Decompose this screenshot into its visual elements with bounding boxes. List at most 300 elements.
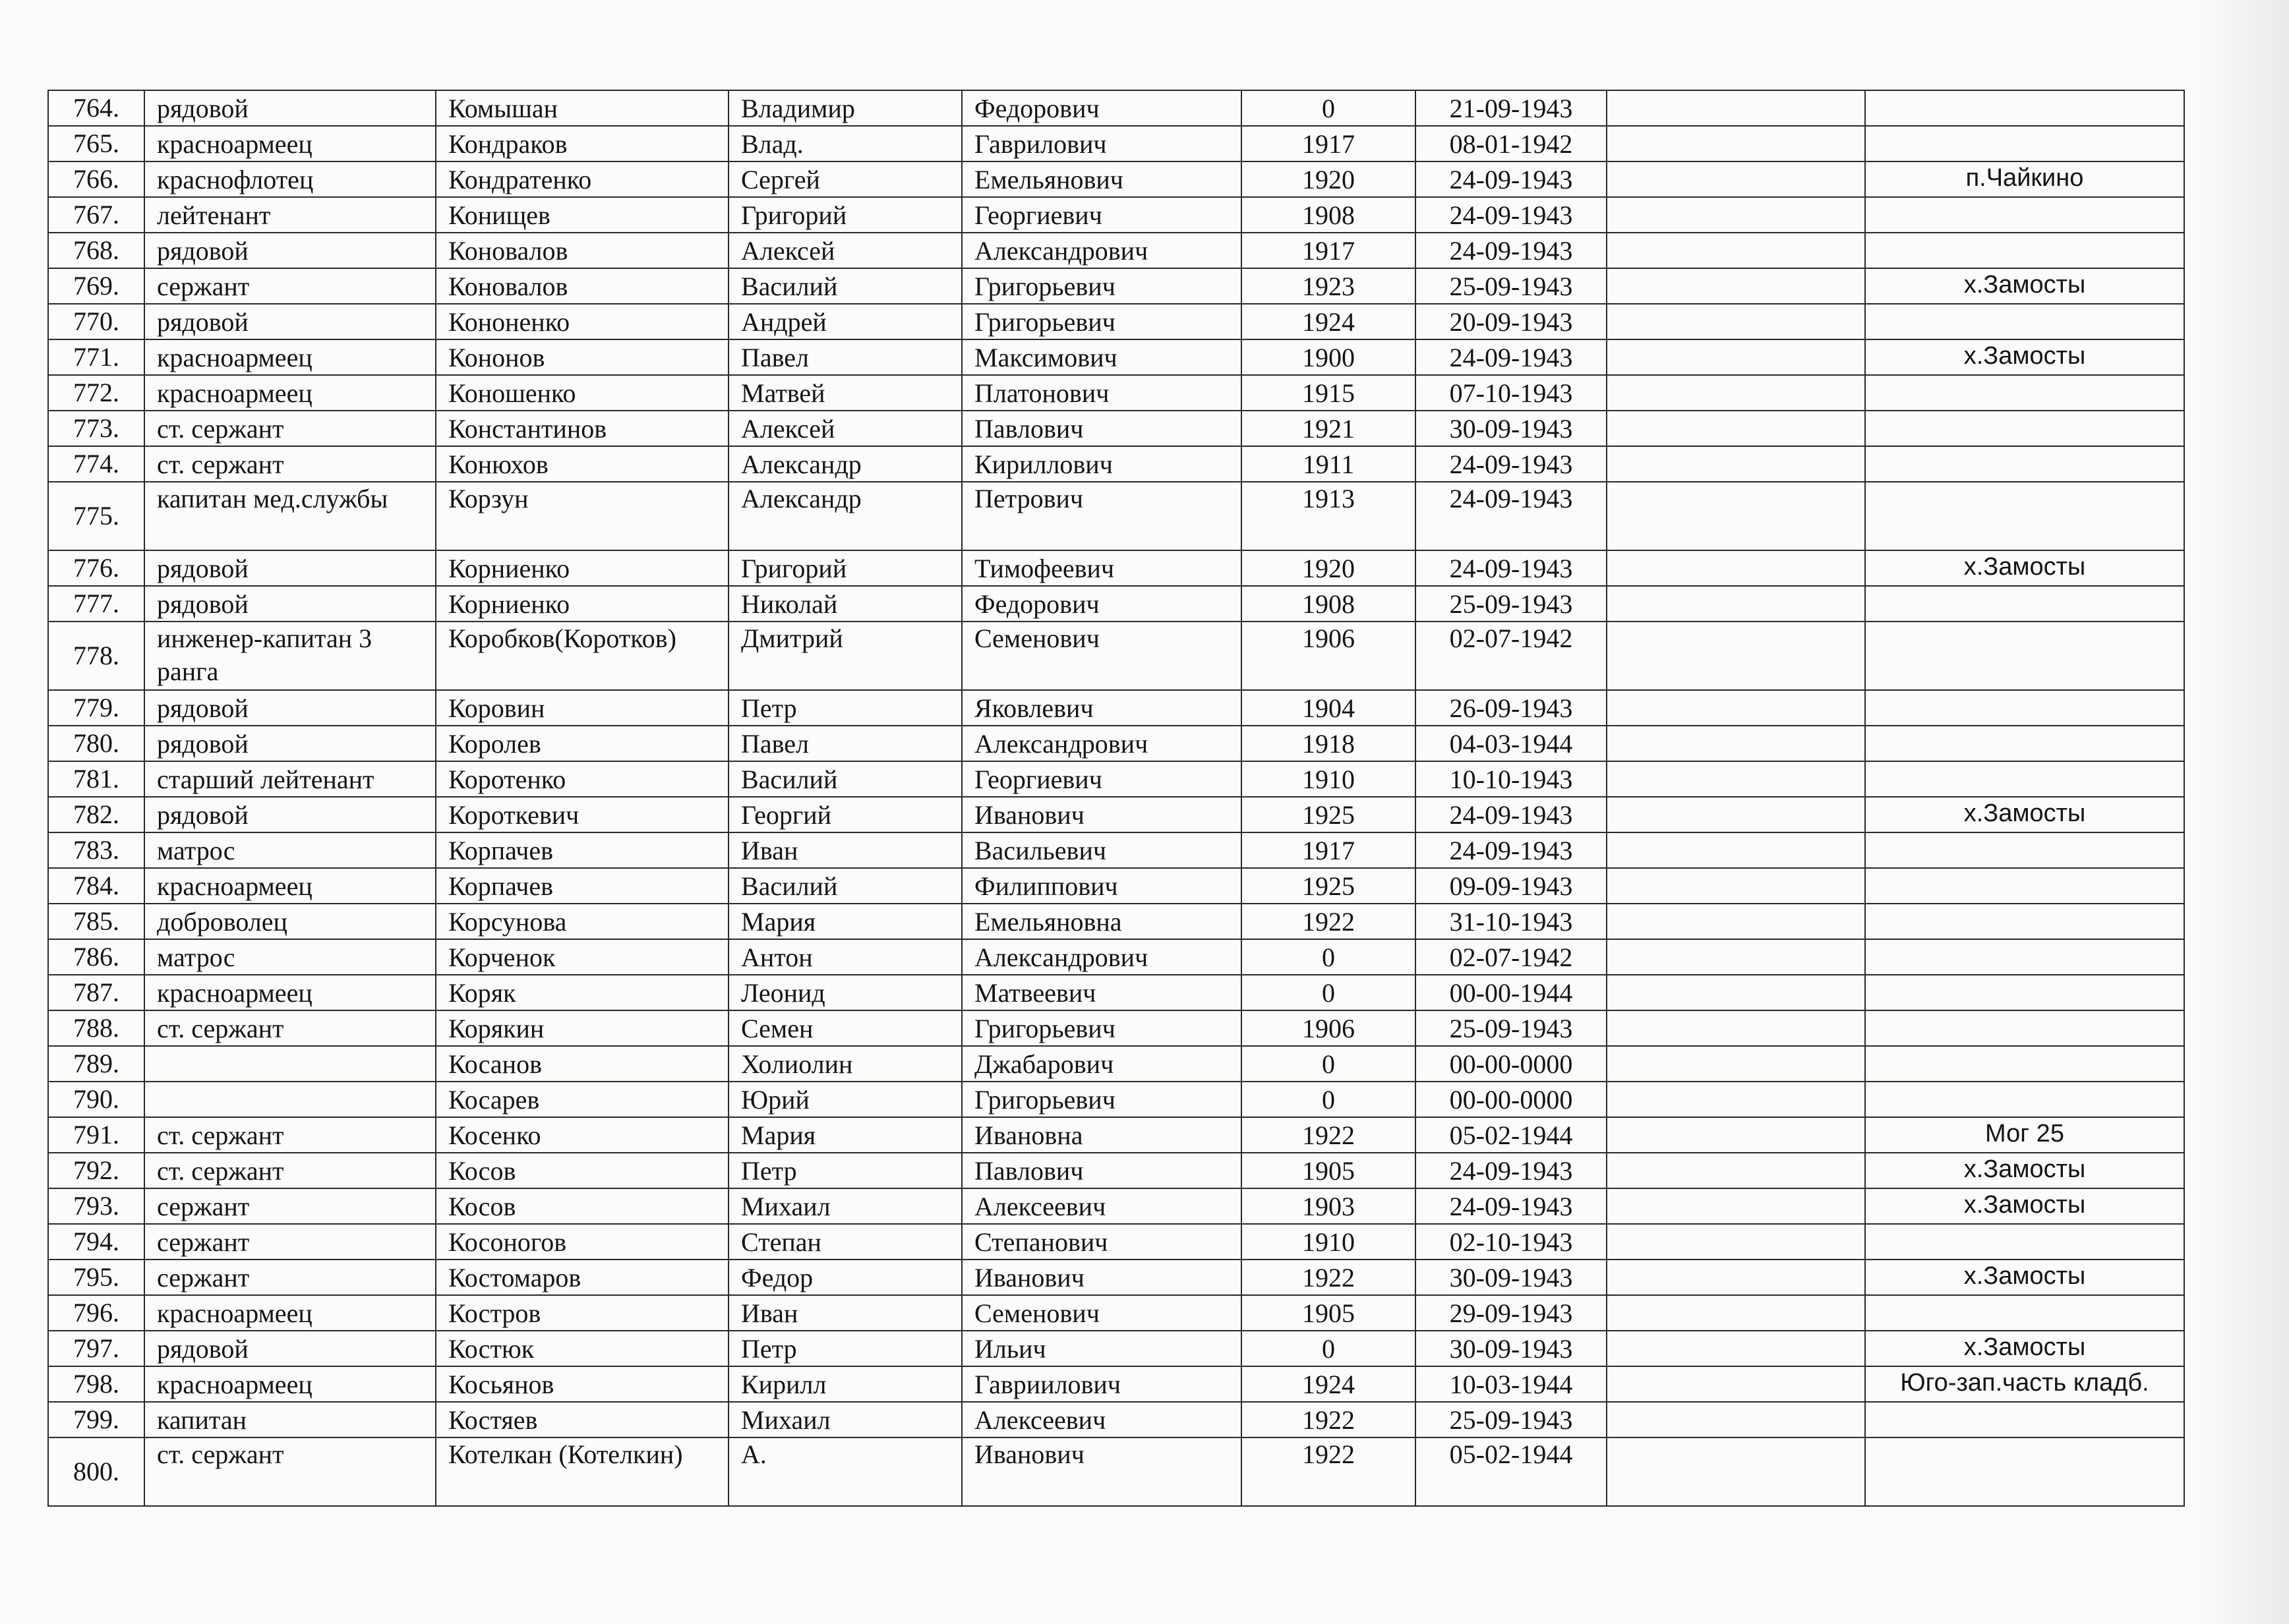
record-number-cell: 764. bbox=[48, 90, 144, 126]
record-number-cell: 772. bbox=[48, 375, 144, 411]
death-date-cell: 24-09-1943 bbox=[1415, 446, 1607, 482]
burial-place-cell bbox=[1865, 233, 2184, 268]
table-row bbox=[48, 868, 2184, 904]
first-name-cell: Петр bbox=[728, 690, 962, 726]
extra-field-cell bbox=[1607, 622, 1865, 690]
burial-place-cell bbox=[1865, 832, 2184, 868]
surname-cell: Короткевич bbox=[436, 797, 728, 832]
table-row bbox=[48, 1331, 2184, 1366]
birth-year-cell: 1908 bbox=[1241, 586, 1415, 622]
extra-field-cell bbox=[1607, 268, 1865, 304]
extra-field-cell bbox=[1607, 550, 1865, 586]
burial-place-cell bbox=[1865, 482, 2184, 550]
burial-place-cell bbox=[1865, 1046, 2184, 1082]
table-row bbox=[48, 1153, 2184, 1188]
extra-field-cell bbox=[1607, 1366, 1865, 1402]
surname-cell: Константинов bbox=[436, 411, 728, 446]
military-rank-cell: рядовой bbox=[144, 550, 436, 586]
extra-field-cell bbox=[1607, 233, 1865, 268]
record-number-cell: 795. bbox=[48, 1260, 144, 1295]
birth-year-cell: 1900 bbox=[1241, 339, 1415, 375]
patronymic-cell: Семенович bbox=[962, 622, 1241, 690]
burial-place-cell bbox=[1865, 939, 2184, 975]
extra-field-cell bbox=[1607, 868, 1865, 904]
death-date-cell: 02-10-1943 bbox=[1415, 1224, 1607, 1260]
record-number-cell: 792. bbox=[48, 1153, 144, 1188]
table-row bbox=[48, 1046, 2184, 1082]
record-number-cell: 773. bbox=[48, 411, 144, 446]
table-row bbox=[48, 1437, 2184, 1506]
first-name-cell: Андрей bbox=[728, 304, 962, 339]
burial-place-cell bbox=[1865, 726, 2184, 761]
patronymic-cell: Павлович bbox=[962, 1153, 1241, 1188]
death-date-cell: 29-09-1943 bbox=[1415, 1295, 1607, 1331]
record-number-cell: 765. bbox=[48, 126, 144, 161]
first-name-cell: Иван bbox=[728, 1295, 962, 1331]
birth-year-cell: 1925 bbox=[1241, 868, 1415, 904]
record-number-cell: 784. bbox=[48, 868, 144, 904]
burial-place-cell: х.Замосты bbox=[1865, 268, 2184, 304]
military-rank-cell: сержант bbox=[144, 1224, 436, 1260]
death-date-cell: 25-09-1943 bbox=[1415, 1010, 1607, 1046]
military-rank-cell: ст. сержант bbox=[144, 1010, 436, 1046]
extra-field-cell bbox=[1607, 761, 1865, 797]
birth-year-cell: 0 bbox=[1241, 975, 1415, 1010]
birth-year-cell: 1905 bbox=[1241, 1153, 1415, 1188]
death-date-cell: 26-09-1943 bbox=[1415, 690, 1607, 726]
surname-cell: Котелкан (Котелкин) bbox=[436, 1437, 728, 1506]
record-number-cell: 788. bbox=[48, 1010, 144, 1046]
death-date-cell: 24-09-1943 bbox=[1415, 161, 1607, 197]
birth-year-cell: 1925 bbox=[1241, 797, 1415, 832]
burial-place-cell bbox=[1865, 197, 2184, 233]
extra-field-cell bbox=[1607, 1010, 1865, 1046]
death-date-cell: 24-09-1943 bbox=[1415, 197, 1607, 233]
birth-year-cell: 0 bbox=[1241, 1082, 1415, 1117]
surname-cell: Корниенко bbox=[436, 586, 728, 622]
first-name-cell: Михаил bbox=[728, 1188, 962, 1224]
extra-field-cell bbox=[1607, 446, 1865, 482]
first-name-cell: Петр bbox=[728, 1153, 962, 1188]
patronymic-cell: Гаврилович bbox=[962, 126, 1241, 161]
birth-year-cell: 0 bbox=[1241, 90, 1415, 126]
burial-place-cell bbox=[1865, 304, 2184, 339]
military-rank-cell: рядовой bbox=[144, 690, 436, 726]
patronymic-cell: Емельяновна bbox=[962, 904, 1241, 939]
extra-field-cell bbox=[1607, 1082, 1865, 1117]
military-rank-cell: рядовой bbox=[144, 1331, 436, 1366]
first-name-cell: Алексей bbox=[728, 233, 962, 268]
birth-year-cell: 1906 bbox=[1241, 622, 1415, 690]
patronymic-cell: Григорьевич bbox=[962, 1010, 1241, 1046]
extra-field-cell bbox=[1607, 197, 1865, 233]
military-rank-cell: сержант bbox=[144, 268, 436, 304]
military-rank-cell: рядовой bbox=[144, 90, 436, 126]
record-number-cell: 786. bbox=[48, 939, 144, 975]
extra-field-cell bbox=[1607, 1402, 1865, 1437]
military-rank-cell: красноармеец bbox=[144, 1366, 436, 1402]
military-rank-cell: ст. сержант bbox=[144, 446, 436, 482]
extra-field-cell bbox=[1607, 1117, 1865, 1153]
death-date-cell: 24-09-1943 bbox=[1415, 832, 1607, 868]
first-name-cell: Павел bbox=[728, 339, 962, 375]
birth-year-cell: 1922 bbox=[1241, 1117, 1415, 1153]
record-number-cell: 800. bbox=[48, 1437, 144, 1506]
burial-place-cell bbox=[1865, 411, 2184, 446]
patronymic-cell: Кириллович bbox=[962, 446, 1241, 482]
surname-cell: Коряк bbox=[436, 975, 728, 1010]
military-rank-cell: лейтенант bbox=[144, 197, 436, 233]
first-name-cell: Леонид bbox=[728, 975, 962, 1010]
burial-place-cell bbox=[1865, 622, 2184, 690]
record-number-cell: 769. bbox=[48, 268, 144, 304]
death-date-cell: 24-09-1943 bbox=[1415, 1188, 1607, 1224]
surname-cell: Комышан bbox=[436, 90, 728, 126]
death-date-cell: 10-10-1943 bbox=[1415, 761, 1607, 797]
patronymic-cell: Федорович bbox=[962, 90, 1241, 126]
death-date-cell: 25-09-1943 bbox=[1415, 268, 1607, 304]
table-row bbox=[48, 90, 2184, 126]
record-number-cell: 781. bbox=[48, 761, 144, 797]
table-row bbox=[48, 586, 2184, 622]
burial-place-cell: х.Замосты bbox=[1865, 797, 2184, 832]
death-date-cell: 24-09-1943 bbox=[1415, 797, 1607, 832]
military-rank-cell: красноармеец bbox=[144, 868, 436, 904]
death-date-cell: 09-09-1943 bbox=[1415, 868, 1607, 904]
death-date-cell: 31-10-1943 bbox=[1415, 904, 1607, 939]
table-row bbox=[48, 797, 2184, 832]
surname-cell: Корзун bbox=[436, 482, 728, 550]
surname-cell: Костюк bbox=[436, 1331, 728, 1366]
extra-field-cell bbox=[1607, 726, 1865, 761]
military-rank-cell: сержант bbox=[144, 1260, 436, 1295]
first-name-cell: Федор bbox=[728, 1260, 962, 1295]
military-rank-cell: ст. сержант bbox=[144, 1117, 436, 1153]
military-rank-cell: матрос bbox=[144, 939, 436, 975]
burial-place-cell bbox=[1865, 126, 2184, 161]
first-name-cell: Кирилл bbox=[728, 1366, 962, 1402]
extra-field-cell bbox=[1607, 126, 1865, 161]
record-number-cell: 771. bbox=[48, 339, 144, 375]
military-rank-cell: доброволец bbox=[144, 904, 436, 939]
patronymic-cell: Емельянович bbox=[962, 161, 1241, 197]
surname-cell: Корченок bbox=[436, 939, 728, 975]
patronymic-cell: Федорович bbox=[962, 586, 1241, 622]
record-number-cell: 791. bbox=[48, 1117, 144, 1153]
table-row bbox=[48, 1117, 2184, 1153]
extra-field-cell bbox=[1607, 1295, 1865, 1331]
extra-field-cell bbox=[1607, 1437, 1865, 1506]
first-name-cell: Михаил bbox=[728, 1402, 962, 1437]
patronymic-cell: Григорьевич bbox=[962, 1082, 1241, 1117]
extra-field-cell bbox=[1607, 939, 1865, 975]
patronymic-cell: Тимофеевич bbox=[962, 550, 1241, 586]
death-date-cell: 30-09-1943 bbox=[1415, 1331, 1607, 1366]
military-rank-cell: рядовой bbox=[144, 233, 436, 268]
burial-place-cell: Юго-зап.часть кладб. bbox=[1865, 1366, 2184, 1402]
birth-year-cell: 1917 bbox=[1241, 832, 1415, 868]
table-row bbox=[48, 622, 2184, 690]
table-row bbox=[48, 375, 2184, 411]
record-number-cell: 799. bbox=[48, 1402, 144, 1437]
table-row bbox=[48, 304, 2184, 339]
patronymic-cell: Ивановна bbox=[962, 1117, 1241, 1153]
first-name-cell: Александр bbox=[728, 482, 962, 550]
surname-cell: Костяев bbox=[436, 1402, 728, 1437]
table-row bbox=[48, 726, 2184, 761]
record-number-cell: 776. bbox=[48, 550, 144, 586]
burial-place-cell bbox=[1865, 761, 2184, 797]
patronymic-cell: Иванович bbox=[962, 797, 1241, 832]
burial-register-table bbox=[47, 90, 2185, 1507]
death-date-cell: 10-03-1944 bbox=[1415, 1366, 1607, 1402]
military-rank-cell: рядовой bbox=[144, 797, 436, 832]
burial-place-cell bbox=[1865, 1402, 2184, 1437]
patronymic-cell: Яковлевич bbox=[962, 690, 1241, 726]
military-rank-cell: капитан мед.службы bbox=[144, 482, 436, 550]
record-number-cell: 793. bbox=[48, 1188, 144, 1224]
record-number-cell: 783. bbox=[48, 832, 144, 868]
table-row bbox=[48, 482, 2184, 550]
surname-cell: Конищев bbox=[436, 197, 728, 233]
first-name-cell: Петр bbox=[728, 1331, 962, 1366]
patronymic-cell: Иванович bbox=[962, 1260, 1241, 1295]
patronymic-cell: Степанович bbox=[962, 1224, 1241, 1260]
first-name-cell: Алексей bbox=[728, 411, 962, 446]
record-number-cell: 768. bbox=[48, 233, 144, 268]
burial-place-cell bbox=[1865, 375, 2184, 411]
death-date-cell: 05-02-1944 bbox=[1415, 1117, 1607, 1153]
birth-year-cell: 1906 bbox=[1241, 1010, 1415, 1046]
birth-year-cell: 1922 bbox=[1241, 1402, 1415, 1437]
birth-year-cell: 1918 bbox=[1241, 726, 1415, 761]
birth-year-cell: 1908 bbox=[1241, 197, 1415, 233]
birth-year-cell: 1905 bbox=[1241, 1295, 1415, 1331]
burial-place-cell: х.Замосты bbox=[1865, 1331, 2184, 1366]
death-date-cell: 07-10-1943 bbox=[1415, 375, 1607, 411]
record-number-cell: 789. bbox=[48, 1046, 144, 1082]
table-row bbox=[48, 411, 2184, 446]
birth-year-cell: 1923 bbox=[1241, 268, 1415, 304]
table-row bbox=[48, 904, 2184, 939]
first-name-cell: Сергей bbox=[728, 161, 962, 197]
table-row bbox=[48, 161, 2184, 197]
first-name-cell: Александр bbox=[728, 446, 962, 482]
birth-year-cell: 1910 bbox=[1241, 761, 1415, 797]
first-name-cell: Николай bbox=[728, 586, 962, 622]
record-number-cell: 787. bbox=[48, 975, 144, 1010]
burial-place-cell: х.Замосты bbox=[1865, 339, 2184, 375]
record-number-cell: 779. bbox=[48, 690, 144, 726]
surname-cell: Косарев bbox=[436, 1082, 728, 1117]
scan-edge-shadow bbox=[2197, 0, 2289, 1624]
extra-field-cell bbox=[1607, 1153, 1865, 1188]
record-number-cell: 774. bbox=[48, 446, 144, 482]
military-rank-cell: красноармеец bbox=[144, 339, 436, 375]
first-name-cell: Влад. bbox=[728, 126, 962, 161]
table-row bbox=[48, 233, 2184, 268]
birth-year-cell: 1922 bbox=[1241, 904, 1415, 939]
patronymic-cell: Гавриилович bbox=[962, 1366, 1241, 1402]
surname-cell: Коновалов bbox=[436, 233, 728, 268]
surname-cell: Косов bbox=[436, 1153, 728, 1188]
birth-year-cell: 1922 bbox=[1241, 1437, 1415, 1506]
table-row bbox=[48, 1082, 2184, 1117]
death-date-cell: 30-09-1943 bbox=[1415, 411, 1607, 446]
surname-cell: Кононов bbox=[436, 339, 728, 375]
burial-place-cell bbox=[1865, 1295, 2184, 1331]
death-date-cell: 00-00-1944 bbox=[1415, 975, 1607, 1010]
military-rank-cell: старший лейтенант bbox=[144, 761, 436, 797]
extra-field-cell bbox=[1607, 375, 1865, 411]
birth-year-cell: 1917 bbox=[1241, 233, 1415, 268]
extra-field-cell bbox=[1607, 161, 1865, 197]
burial-place-cell: Мог 25 bbox=[1865, 1117, 2184, 1153]
record-number-cell: 766. bbox=[48, 161, 144, 197]
table-row bbox=[48, 339, 2184, 375]
table-row bbox=[48, 446, 2184, 482]
extra-field-cell bbox=[1607, 904, 1865, 939]
patronymic-cell: Георгиевич bbox=[962, 197, 1241, 233]
table-row bbox=[48, 268, 2184, 304]
death-date-cell: 30-09-1943 bbox=[1415, 1260, 1607, 1295]
first-name-cell: Степан bbox=[728, 1224, 962, 1260]
first-name-cell: Антон bbox=[728, 939, 962, 975]
table-row bbox=[48, 550, 2184, 586]
military-rank-cell: ст. сержант bbox=[144, 1153, 436, 1188]
surname-cell: Коношенко bbox=[436, 375, 728, 411]
extra-field-cell bbox=[1607, 832, 1865, 868]
surname-cell: Косьянов bbox=[436, 1366, 728, 1402]
military-rank-cell: матрос bbox=[144, 832, 436, 868]
record-number-cell: 780. bbox=[48, 726, 144, 761]
record-number-cell: 767. bbox=[48, 197, 144, 233]
patronymic-cell: Ильич bbox=[962, 1331, 1241, 1366]
record-number-cell: 775. bbox=[48, 482, 144, 550]
burial-place-cell: п.Чайкино bbox=[1865, 161, 2184, 197]
death-date-cell: 04-03-1944 bbox=[1415, 726, 1607, 761]
surname-cell: Корниенко bbox=[436, 550, 728, 586]
table-row bbox=[48, 1224, 2184, 1260]
death-date-cell: 24-09-1943 bbox=[1415, 482, 1607, 550]
extra-field-cell bbox=[1607, 482, 1865, 550]
military-rank-cell: красноармеец bbox=[144, 126, 436, 161]
surname-cell: Костомаров bbox=[436, 1260, 728, 1295]
first-name-cell: Василий bbox=[728, 868, 962, 904]
burial-place-cell: х.Замосты bbox=[1865, 550, 2184, 586]
birth-year-cell: 1915 bbox=[1241, 375, 1415, 411]
birth-year-cell: 0 bbox=[1241, 939, 1415, 975]
patronymic-cell: Максимович bbox=[962, 339, 1241, 375]
patronymic-cell: Филиппович bbox=[962, 868, 1241, 904]
burial-place-cell: х.Замосты bbox=[1865, 1153, 2184, 1188]
record-number-cell: 778. bbox=[48, 622, 144, 690]
military-rank-cell: ст. сержант bbox=[144, 411, 436, 446]
death-date-cell: 00-00-0000 bbox=[1415, 1046, 1607, 1082]
surname-cell: Косоногов bbox=[436, 1224, 728, 1260]
extra-field-cell bbox=[1607, 797, 1865, 832]
surname-cell: Кондратенко bbox=[436, 161, 728, 197]
first-name-cell: Матвей bbox=[728, 375, 962, 411]
military-rank-cell: красноармеец bbox=[144, 375, 436, 411]
death-date-cell: 00-00-0000 bbox=[1415, 1082, 1607, 1117]
record-number-cell: 770. bbox=[48, 304, 144, 339]
record-number-cell: 796. bbox=[48, 1295, 144, 1331]
record-number-cell: 782. bbox=[48, 797, 144, 832]
surname-cell: Королев bbox=[436, 726, 728, 761]
extra-field-cell bbox=[1607, 975, 1865, 1010]
table-row bbox=[48, 126, 2184, 161]
patronymic-cell: Петрович bbox=[962, 482, 1241, 550]
extra-field-cell bbox=[1607, 690, 1865, 726]
patronymic-cell: Джабарович bbox=[962, 1046, 1241, 1082]
military-rank-cell: рядовой bbox=[144, 586, 436, 622]
extra-field-cell bbox=[1607, 1046, 1865, 1082]
first-name-cell: Григорий bbox=[728, 550, 962, 586]
first-name-cell: Павел bbox=[728, 726, 962, 761]
military-rank-cell: краснофлотец bbox=[144, 161, 436, 197]
death-date-cell: 24-09-1943 bbox=[1415, 1153, 1607, 1188]
extra-field-cell bbox=[1607, 339, 1865, 375]
surname-cell: Конюхов bbox=[436, 446, 728, 482]
burial-place-cell bbox=[1865, 1082, 2184, 1117]
table-row bbox=[48, 1295, 2184, 1331]
military-rank-cell: рядовой bbox=[144, 726, 436, 761]
birth-year-cell: 0 bbox=[1241, 1046, 1415, 1082]
death-date-cell: 25-09-1943 bbox=[1415, 1402, 1607, 1437]
first-name-cell: Дмитрий bbox=[728, 622, 962, 690]
death-date-cell: 08-01-1942 bbox=[1415, 126, 1607, 161]
table-row bbox=[48, 761, 2184, 797]
patronymic-cell: Григорьевич bbox=[962, 304, 1241, 339]
first-name-cell: Семен bbox=[728, 1010, 962, 1046]
birth-year-cell: 0 bbox=[1241, 1331, 1415, 1366]
table-row bbox=[48, 832, 2184, 868]
first-name-cell: Георгий bbox=[728, 797, 962, 832]
military-rank-cell: сержант bbox=[144, 1188, 436, 1224]
military-rank-cell bbox=[144, 1046, 436, 1082]
table-row bbox=[48, 1402, 2184, 1437]
record-number-cell: 777. bbox=[48, 586, 144, 622]
record-number-cell: 794. bbox=[48, 1224, 144, 1260]
extra-field-cell bbox=[1607, 586, 1865, 622]
first-name-cell: Григорий bbox=[728, 197, 962, 233]
death-date-cell: 20-09-1943 bbox=[1415, 304, 1607, 339]
first-name-cell: Василий bbox=[728, 761, 962, 797]
patronymic-cell: Георгиевич bbox=[962, 761, 1241, 797]
birth-year-cell: 1910 bbox=[1241, 1224, 1415, 1260]
table-row bbox=[48, 1188, 2184, 1224]
death-date-cell: 24-09-1943 bbox=[1415, 233, 1607, 268]
surname-cell: Коновалов bbox=[436, 268, 728, 304]
death-date-cell: 24-09-1943 bbox=[1415, 339, 1607, 375]
military-rank-cell: инженер-капитан 3 ранга bbox=[144, 622, 436, 690]
birth-year-cell: 1917 bbox=[1241, 126, 1415, 161]
record-number-cell: 797. bbox=[48, 1331, 144, 1366]
patronymic-cell: Семенович bbox=[962, 1295, 1241, 1331]
military-rank-cell: красноармеец bbox=[144, 1295, 436, 1331]
patronymic-cell: Григорьевич bbox=[962, 268, 1241, 304]
first-name-cell: Холиолин bbox=[728, 1046, 962, 1082]
extra-field-cell bbox=[1607, 1331, 1865, 1366]
surname-cell: Косов bbox=[436, 1188, 728, 1224]
register-body bbox=[48, 90, 2184, 1506]
birth-year-cell: 1922 bbox=[1241, 1260, 1415, 1295]
death-date-cell: 02-07-1942 bbox=[1415, 622, 1607, 690]
record-number-cell: 785. bbox=[48, 904, 144, 939]
birth-year-cell: 1924 bbox=[1241, 304, 1415, 339]
death-date-cell: 25-09-1943 bbox=[1415, 586, 1607, 622]
